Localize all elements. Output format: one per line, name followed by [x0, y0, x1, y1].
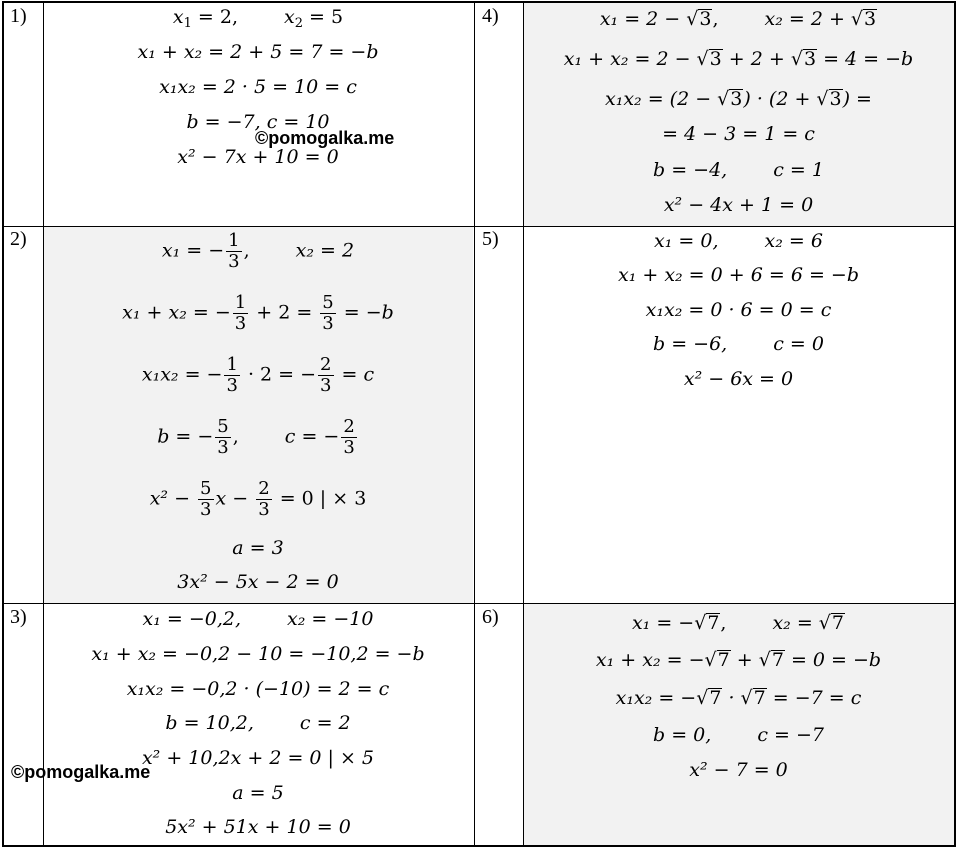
equation: $x_1 = 2$, $x_2 = 5$ — [172, 6, 344, 31]
equation: x² − 6x = 0 — [683, 368, 794, 390]
label-6: 6) — [482, 606, 499, 628]
equation: x₁ = −√7, x₂ = √7 — [631, 612, 845, 634]
equation: 3x² − 5x − 2 = 0 — [177, 571, 339, 593]
equation: x₁ + x₂ = 0 + 6 = 6 = −b — [617, 264, 859, 286]
equation: x₁x₂ = −√7 · √7 = −7 = c — [615, 687, 862, 709]
solution-5 — [523, 227, 954, 603]
equation: x₁ = − $\frac{1}{3}$ , x₂ = 2 — [161, 230, 355, 272]
equation: a = 5 — [232, 782, 284, 804]
equation: b = −4, c = 1 — [653, 159, 824, 181]
equation: x₁x₂ = 0 · 6 = 0 = c — [645, 299, 832, 321]
equation: = 4 − 3 = 1 = c — [662, 123, 815, 145]
solution-1 — [43, 3, 473, 225]
equation: x₁ + x₂ = 2 + 5 = 7 = −b — [137, 41, 379, 63]
equation: b = 10,2, c = 2 — [165, 712, 351, 734]
equation: x₁ = 2 − √3, x₂ = 2 + √3 — [599, 8, 877, 30]
equation: x² − 4x + 1 = 0 — [663, 194, 814, 216]
equation: b = − $\frac{5}{3}$ , c = − $\frac{2}{3}$ — [157, 416, 355, 458]
label-5: 5) — [482, 228, 499, 250]
equation: x₁ + x₂ = −√7 + √7 = 0 = −b — [595, 649, 882, 671]
equation: x₁ = 0, x₂ = 6 — [654, 230, 823, 252]
equation: x² − $\frac{5}{3}$ x − $\frac{2}{3}$ = 0 | × 3 — [149, 478, 367, 520]
equation: b = 0, c = −7 — [653, 724, 824, 746]
equation: a = 3 — [232, 537, 284, 559]
equation: x₁ + x₂ = 2 − √3 + 2 + √3 = 4 = −b — [563, 48, 914, 70]
equation: x² + 10,2x + 2 = 0 | × 5 — [141, 747, 375, 769]
equation: x₁ = −0,2, x₂ = −10 — [142, 608, 374, 630]
equation: x₁x₂ = 2 · 5 = 10 = c — [159, 76, 357, 98]
equation: x₁ + x₂ = −0,2 − 10 = −10,2 = −b — [91, 643, 425, 665]
equation: x₁x₂ = − $\frac{1}{3}$ · 2 = − $\frac{2}{3}$ = c — [141, 354, 375, 396]
equation: b = −7, c = 10 — [186, 111, 330, 133]
label-4: 4) — [482, 5, 499, 27]
equation: x₁ + x₂ = − $\frac{1}{3}$ + 2 = $\frac{5}{3}$ = −b — [122, 292, 394, 334]
solution-2 — [43, 227, 473, 603]
solution-3 — [43, 604, 473, 846]
divider — [474, 3, 475, 845]
label-1: 1) — [10, 5, 27, 27]
solution-4 — [523, 3, 954, 225]
watermark: ©pomogalka.me — [255, 128, 395, 148]
equation: x² − 7 = 0 — [689, 759, 788, 781]
equation: b = −6, c = 0 — [653, 333, 824, 355]
equation: x₁x₂ = −0,2 · (−10) = 2 = c — [126, 678, 390, 700]
equation: 5x² + 51x + 10 = 0 — [165, 816, 351, 838]
solution-6 — [523, 604, 954, 846]
label-2: 2) — [10, 228, 27, 250]
watermark: ©pomogalka.me — [11, 762, 151, 782]
equation: x₁x₂ = (2 − √3) · (2 + √3) = — [605, 88, 872, 110]
label-3: 3) — [10, 606, 27, 628]
equation: x² − 7x + 10 = 0 — [177, 146, 339, 168]
